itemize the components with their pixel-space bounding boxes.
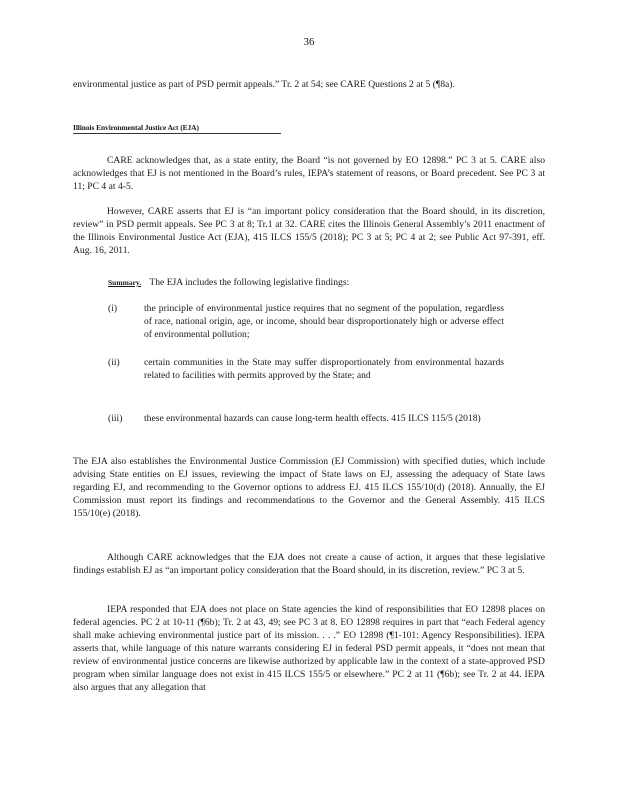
finding-text: these environmental hazards can cause long-term health effects. 415 ILCS 115/5 (2018) [144, 413, 481, 424]
finding-item [108, 302, 545, 341]
finding-item [108, 356, 545, 382]
summary-line [108, 276, 545, 289]
paragraph-although-care: Although CARE acknowledges that the EJA does not create a cause of action, it argues that these legislative findings establish EJ as “an important policy consideration that the Board should, in its discretion, review.” PC 3 at 5. [73, 552, 545, 576]
finding-number: (ii) [108, 357, 120, 368]
section-heading: Illinois Environmental Justice Act (EJA) [73, 123, 281, 134]
paragraph-iepa-responded: IEPA responded that EJA does not place on State agencies the kind of responsibilities that EO 12898 places on federal agencies. PC 2 at 10-11 (¶6b); Tr. 2 at 43, 49; see PC 3 at 8. EO 12898 requires in part that “each Federal agency shall make achieving environmental justice part of its mission. . . .” EO 12898 (¶1-101: Agency Responsibilities). IEPA asserts that, while language of this nature warrants considering EJ in federal PSD permit appeals, it “does not mean that review of environmental justice concerns are likewise authorized by applicable law in the context of a state-approved PSD program when similar language does not exist in 415 ILCS 155/5 or elsewhere.” PC 2 at 11 (¶6b); see Tr. 2 at 44. IEPA also argues that any allegation that [73, 604, 545, 693]
paragraph-care-acknowledges: CARE acknowledges that, as a state entity, the Board “is not governed by EO 12898.” PC 3 at 5. CARE also acknowledges that EJ is not mentioned in the Board’s rules, IEPA’s statement of reasons, or Board precedent. See PC 3 at 11; PC 4 at 4-5. [73, 155, 545, 192]
finding-text: certain communities in the State may suffer disproportionately from environmental hazards related to facilities with permits approved by the State; and [144, 357, 504, 381]
finding-item [108, 412, 545, 425]
paragraph-care-asserts: However, CARE asserts that EJ is “an important policy consideration that the Board should, in its discretion, review” in PSD permit appeals. See PC 3 at 8; Tr.1 at 32. CARE cites the Illinois General Assembly’s 2011 enactment of the Illinois Environmental Justice Act (EJA), 415 ILCS 155/5 (2018); PC 3 at 5; PC 4 at 2; see Public Act 97-391, eff. Aug. 16, 2011. [73, 206, 545, 256]
summary-label: Summary. [108, 278, 142, 287]
finding-text: the principle of environmental justice requires that no segment of the population, regardless of race, national origin, age, or income, should bear disproportionately high or adverse effect of environmental pollution; [144, 303, 504, 340]
paragraph-continued: environmental justice as part of PSD permit appeals.” Tr. 2 at 54; see CARE Questions 2 at 5 (¶8a). [73, 79, 455, 90]
finding-number: (i) [108, 303, 118, 314]
page-number: 36 [303, 36, 315, 48]
paragraph-eja-commission: The EJA also establishes the Environmental Justice Commission (EJ Commission) with specified duties, which include advising State entities on EJ issues, reviewing the impact of State laws on EJ, assessing the adequacy of State laws regarding EJ, and recommending to the Governor options to address EJ. 415 ILCS 155/10(d) (2018). Annually, the EJ Commission must report its findings and recommendations to the Governor and the General Assembly. 415 ILCS 155/10(e) (2018). [73, 456, 545, 519]
summary-text: The EJA includes the following legislative findings: [149, 277, 350, 288]
finding-number: (iii) [108, 413, 123, 424]
